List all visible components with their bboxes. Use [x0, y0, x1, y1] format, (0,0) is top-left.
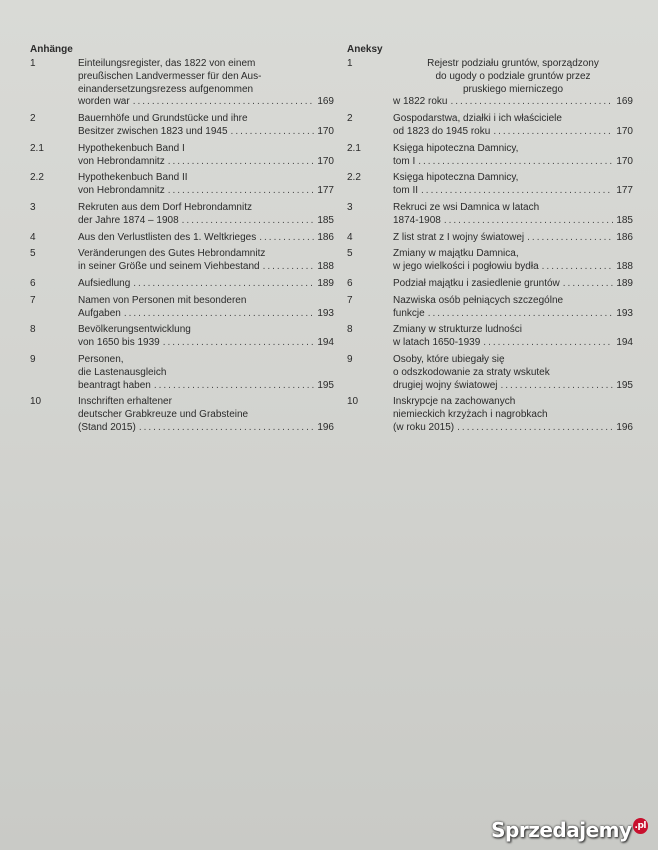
entry-last-line: [393, 185, 633, 198]
entry-title-line: (Stand 2015): [78, 421, 136, 433]
page-number: 186: [317, 231, 334, 243]
entry-title-line: der Jahre 1874 – 1908: [78, 214, 179, 226]
page-number: 188: [317, 261, 334, 273]
toc-entry: [347, 295, 633, 321]
entry-title: [393, 58, 633, 109]
entry-last-line: [393, 261, 633, 274]
watermark-logo: [491, 818, 648, 842]
entry-title: [393, 396, 633, 434]
entry-title-line: Nazwiska osób pełniących szczególne: [393, 294, 564, 306]
toc-entry: [347, 202, 633, 228]
entry-last-line: [78, 156, 334, 169]
entry-number: 8: [30, 324, 36, 336]
page-number: 196: [616, 421, 633, 433]
entry-title-line: von Hebrondamnitz: [78, 185, 165, 197]
watermark-text: Sprzedajemy: [491, 818, 632, 842]
page-number: 186: [616, 231, 633, 243]
entry-title: [393, 172, 633, 198]
column-heading: Aneksy: [347, 44, 383, 55]
entry-title-line: Księga hipoteczna Damnicy,: [393, 142, 519, 154]
dot-leader: [483, 337, 613, 350]
entry-last-line: [393, 215, 633, 228]
entry-title-line: Namen von Personen mit besonderen: [78, 294, 247, 306]
entry-title-line: Zmiany w strukturze ludności: [393, 324, 522, 336]
entry-number: 2: [347, 113, 353, 125]
page-number: 170: [317, 125, 334, 137]
dot-leader: [139, 422, 314, 435]
entry-title: [78, 113, 334, 139]
entry-title-line: w 1822 roku: [393, 96, 448, 108]
dot-leader: [182, 215, 315, 228]
entry-number: 2.1: [30, 142, 44, 154]
entry-title-line: w jego wielkości i pogłowiu bydła: [393, 261, 539, 273]
toc-column-polish: [347, 44, 633, 439]
entry-title-line: Inschriften erhaltener: [78, 396, 172, 408]
dot-leader: [263, 261, 315, 274]
dot-leader: [163, 337, 315, 350]
page-number: 189: [317, 277, 334, 289]
page-number: 188: [616, 261, 633, 273]
entry-title-line: Rejestr podziału gruntów, sporządzony: [427, 58, 599, 69]
entry-last-line: [393, 156, 633, 169]
entry-number: 8: [347, 324, 353, 336]
toc-column-german: [30, 44, 334, 439]
entry-title-line: deutscher Grabkreuze und Grabsteine: [78, 409, 249, 421]
dot-leader: [428, 308, 614, 321]
page-number: 195: [317, 379, 334, 391]
entry-list: [347, 58, 633, 435]
toc-entry: [30, 113, 334, 139]
toc-entry: [30, 248, 334, 274]
entry-title: [393, 202, 633, 228]
toc-entry: [347, 232, 633, 245]
toc-entry: [347, 172, 633, 198]
column-heading: Anhänge: [30, 44, 73, 55]
entry-number: 3: [30, 201, 36, 213]
entry-number: 5: [347, 248, 353, 260]
entry-last-line: [393, 380, 633, 393]
entry-title-line: Hypothekenbuch Band I: [78, 142, 185, 154]
entry-number: 2.2: [347, 172, 361, 184]
entry-title-line: die Lastenausgleich: [78, 366, 167, 378]
entry-title-line: od 1823 do 1945 roku: [393, 125, 491, 137]
toc-entry: [30, 202, 334, 228]
page-number: 195: [616, 379, 633, 391]
entry-title-line: w latach 1650-1939: [393, 337, 481, 349]
entry-title: [393, 248, 633, 274]
entry-title-line: Księga hipoteczna Damnicy,: [393, 172, 519, 184]
watermark-suffix: .pl: [633, 818, 648, 834]
entry-title-line: Aufsiedlung: [78, 277, 131, 289]
entry-title: [393, 278, 633, 291]
entry-number: 7: [30, 294, 36, 306]
page-number: 185: [317, 214, 334, 226]
page-number: 169: [616, 96, 633, 108]
entry-title-line: Bauernhöfe und Grundstücke und ihre: [78, 113, 248, 125]
dot-leader: [168, 185, 315, 198]
toc-entry: [347, 278, 633, 291]
entry-last-line: [78, 380, 334, 393]
entry-title-line: funkcje: [393, 307, 425, 319]
dot-leader: [493, 126, 613, 139]
entry-title-line: Aufgaben: [78, 307, 121, 319]
entry-title-line: beantragt haben: [78, 379, 151, 391]
entry-list: [30, 58, 334, 435]
toc-entry: [347, 113, 633, 139]
page-number: 194: [317, 337, 334, 349]
page-number: 177: [317, 185, 334, 197]
entry-last-line: [78, 278, 334, 291]
entry-title-line: worden war: [78, 96, 130, 108]
entry-title-line: Personen,: [78, 353, 124, 365]
entry-last-line: [393, 278, 633, 291]
dot-leader: [418, 156, 613, 169]
toc-entry: [30, 354, 334, 392]
entry-last-line: [78, 308, 334, 321]
entry-last-line: [78, 232, 334, 245]
entry-number: 6: [30, 277, 36, 289]
entry-title: [393, 354, 633, 392]
entry-title-line: 1874-1908: [393, 214, 441, 226]
entry-number: 3: [347, 201, 353, 213]
entry-number: 5: [30, 248, 36, 260]
entry-title: [393, 113, 633, 139]
toc-entry: [347, 354, 633, 392]
entry-number: 2: [30, 113, 36, 125]
entry-last-line: [393, 232, 633, 245]
dot-leader: [421, 185, 613, 198]
entry-number: 4: [30, 231, 36, 243]
toc-entry: [30, 278, 334, 291]
entry-last-line: [393, 422, 633, 435]
toc-entry: [347, 143, 633, 169]
entry-title: [78, 58, 334, 109]
entry-title-line: Z list strat z I wojny światowej: [393, 231, 525, 243]
dot-leader: [457, 422, 613, 435]
entry-title-line: do ugody o podziale gruntów przez: [435, 70, 591, 82]
entry-last-line: [78, 96, 334, 109]
entry-title-line: Podział majątku i zasiedlenie gruntów: [393, 277, 560, 289]
entry-number: 4: [347, 231, 353, 243]
entry-number: 1: [30, 58, 36, 69]
entry-title: [78, 172, 334, 198]
entry-title-line: tom II: [393, 185, 419, 197]
entry-title-line: Bevölkerungsentwicklung: [78, 324, 191, 336]
toc-entry: [347, 248, 633, 274]
page-number: 193: [317, 307, 334, 319]
entry-title-line: Hypothekenbuch Band II: [78, 172, 188, 184]
entry-title-line: in seiner Größe und seinem Viehbestand: [78, 261, 260, 273]
toc-entry: [30, 232, 334, 245]
dot-leader: [501, 380, 614, 393]
entry-last-line: [393, 126, 633, 139]
dot-leader: [563, 278, 614, 291]
entry-title-line: o odszkodowanie za straty wskutek: [393, 366, 550, 378]
page-number: 189: [616, 277, 633, 289]
entry-last-line: [78, 422, 334, 435]
dot-leader: [168, 156, 315, 169]
entry-last-line: [78, 337, 334, 350]
entry-title-line: Zmiany w majątku Damnica,: [393, 248, 519, 260]
entry-title-line: Aus den Verlustlisten des 1. Weltkrieges: [78, 231, 257, 243]
dot-leader: [259, 232, 314, 245]
dot-leader: [444, 215, 613, 228]
entry-number: 7: [347, 294, 353, 306]
entry-title: [78, 278, 334, 291]
entry-number: 10: [30, 396, 42, 408]
entry-title-line: Gospodarstwa, działki i ich właściciele: [393, 113, 562, 125]
entry-number: 6: [347, 277, 353, 289]
entry-title: [78, 202, 334, 228]
entry-last-line: [78, 185, 334, 198]
entry-title: [78, 295, 334, 321]
entry-title-line: preußischen Landvermesser für den Aus-: [78, 70, 262, 82]
dot-leader: [124, 308, 314, 321]
entry-title: [78, 396, 334, 434]
dot-leader: [542, 261, 614, 274]
entry-title-line: Einteilungsregister, das 1822 von einem: [78, 58, 256, 69]
entry-number: 2.1: [347, 142, 361, 154]
page-number: 193: [616, 307, 633, 319]
entry-title-line: von Hebrondamnitz: [78, 155, 165, 167]
entry-title-line: von 1650 bis 1939: [78, 337, 160, 349]
dot-leader: [527, 232, 613, 245]
entry-title-line: Inskrypcje na zachowanych: [393, 396, 516, 408]
entry-last-line: [393, 96, 633, 109]
toc-entry: [30, 58, 334, 109]
page-number: 170: [616, 155, 633, 167]
entry-last-line: [393, 337, 633, 350]
entry-number: 2.2: [30, 172, 44, 184]
page-number: 169: [317, 96, 334, 108]
entry-title: [78, 324, 334, 350]
toc-entry: [30, 143, 334, 169]
page-number: 194: [616, 337, 633, 349]
dot-leader: [450, 96, 613, 109]
entry-last-line: [78, 215, 334, 228]
entry-title-line: (w roku 2015): [393, 421, 455, 433]
entry-number: 9: [30, 353, 36, 365]
entry-title-line: einandersetzungsrezess aufgenommen: [78, 83, 254, 95]
entry-last-line: [78, 261, 334, 274]
entry-title: [78, 232, 334, 245]
toc-entry: [347, 58, 633, 109]
entry-title: [393, 232, 633, 245]
toc-entry: [30, 172, 334, 198]
dot-leader: [133, 96, 315, 109]
entry-title-line: Rekruci ze wsi Damnica w latach: [393, 201, 540, 213]
entry-last-line: [393, 308, 633, 321]
entry-title-line: tom I: [393, 155, 416, 167]
entry-title: [393, 143, 633, 169]
entry-title: [393, 324, 633, 350]
toc-entry: [30, 295, 334, 321]
entry-title: [393, 295, 633, 321]
page-number: 170: [616, 125, 633, 137]
page-number: 177: [616, 185, 633, 197]
entry-title-line: Besitzer zwischen 1823 und 1945: [78, 125, 228, 137]
entry-title: [78, 143, 334, 169]
dot-leader: [231, 126, 315, 139]
entry-title-line: Osoby, które ubiegały się: [393, 353, 505, 365]
entry-title: [78, 248, 334, 274]
toc-entry: [347, 324, 633, 350]
dot-leader: [154, 380, 314, 393]
page-number: 196: [317, 421, 334, 433]
toc-entry: [347, 396, 633, 434]
entry-number: 9: [347, 353, 353, 365]
entry-last-line: [78, 126, 334, 139]
entry-title-line: drugiej wojny światowej: [393, 379, 498, 391]
dot-leader: [133, 278, 314, 291]
entry-title-line: pruskiego mierniczego: [462, 83, 564, 95]
page-number: 170: [317, 155, 334, 167]
entry-number: 1: [347, 58, 353, 69]
entry-title-line: niemieckich krzyżach i nagrobkach: [393, 409, 548, 421]
toc-entry: [30, 324, 334, 350]
entry-title-line: Rekruten aus dem Dorf Hebrondamnitz: [78, 201, 252, 213]
entry-title: [78, 354, 334, 392]
toc-entry: [30, 396, 334, 434]
entry-title-line: Veränderungen des Gutes Hebrondamnitz: [78, 248, 266, 260]
page-number: 185: [616, 214, 633, 226]
entry-number: 10: [347, 396, 359, 408]
